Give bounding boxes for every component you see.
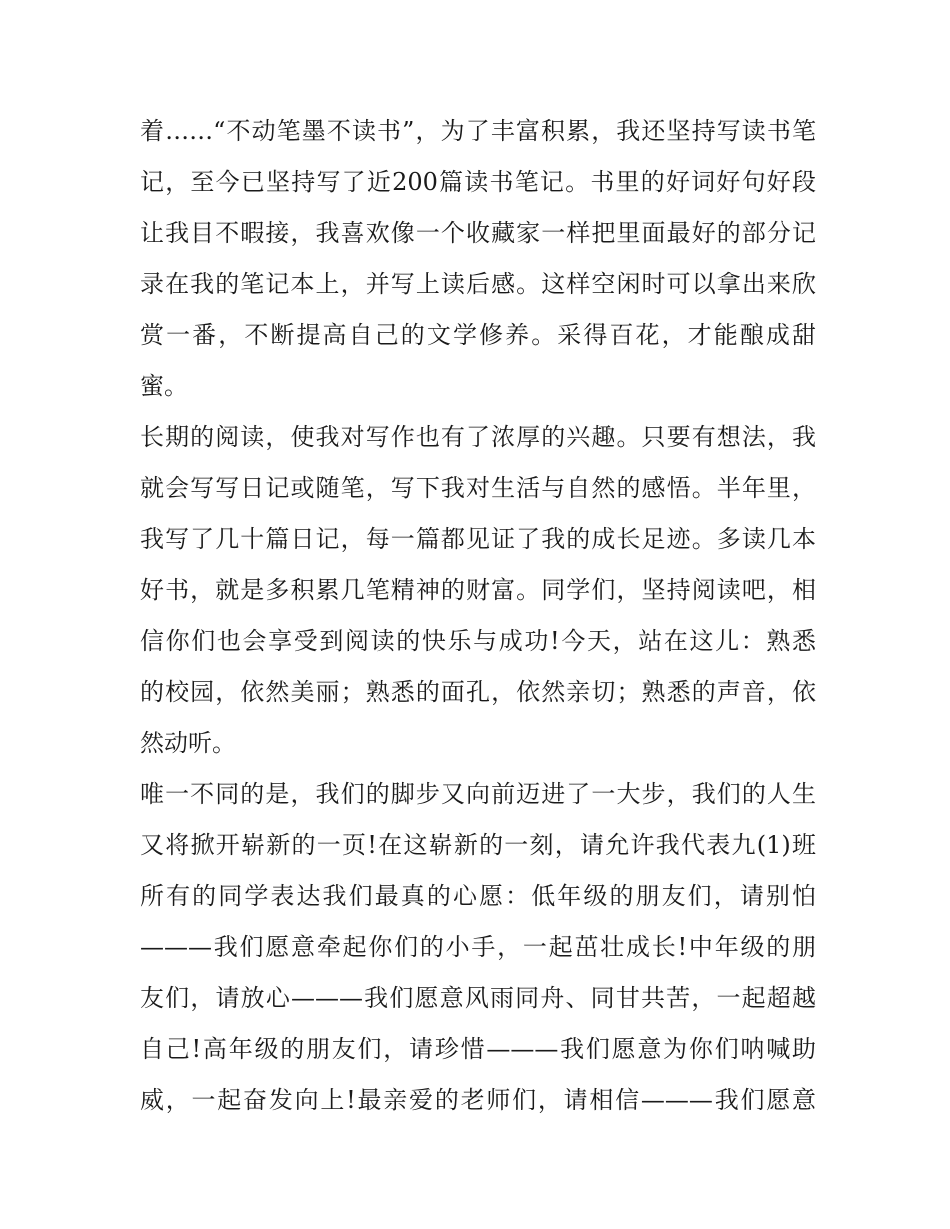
text-line: 又将掀开崭新的一页!在这崭新的一刻，请允许我代表九(1)班 (140, 831, 816, 859)
text-line: 我写了几十篇日记，每一篇都见证了我的成长足迹。多读几本 (140, 525, 816, 553)
text-line: 录在我的笔记本上，并写上读后感。这样空闲时可以拿出来欣 (140, 270, 816, 298)
text-line: 让我目不暇接，我喜欢像一个收藏家一样把里面最好的部分记 (140, 219, 816, 247)
text-line: 长期的阅读，使我对写作也有了浓厚的兴趣。只要有想法，我 (140, 423, 816, 451)
text-line: 蜜。 (140, 372, 188, 400)
text-line: 威，一起奋发向上!最亲爱的老师们，请相信———我们愿意 (140, 1086, 816, 1114)
text-line: 就会写写日记或随笔，写下我对生活与自然的感悟。半年里， (140, 474, 816, 502)
text-line: 唯一不同的是，我们的脚步又向前迈进了一大步，我们的人生 (140, 780, 816, 808)
text-line: 好书，就是多积累几笔精神的财富。同学们，坚持阅读吧，相 (140, 576, 816, 604)
text-line: 自己!高年级的朋友们，请珍惜———我们愿意为你们呐喊助 (140, 1035, 816, 1063)
text-line: 信你们也会享受到阅读的快乐与成功!今天，站在这儿：熟悉 (140, 627, 816, 655)
document-body (140, 106, 816, 1126)
text-line: 然动听。 (140, 729, 236, 757)
text-line: 所有的同学表达我们最真的心愿：低年级的朋友们，请别怕 (140, 882, 816, 910)
text-line: 着……“不动笔墨不读书”，为了丰富积累，我还坚持写读书笔 (140, 117, 816, 145)
text-line: 记，至今已坚持写了近200篇读书笔记。书里的好词好句好段 (140, 168, 816, 196)
text-line: ———我们愿意牵起你们的小手，一起茁壮成长!中年级的朋 (140, 933, 816, 961)
text-line: 友们，请放心———我们愿意风雨同舟、同甘共苦，一起超越 (140, 984, 816, 1012)
text-line: 赏一番，不断提高自己的文学修养。采得百花，才能酿成甜 (140, 321, 816, 349)
text-line: 的校园，依然美丽；熟悉的面孔，依然亲切；熟悉的声音，依 (140, 678, 816, 706)
